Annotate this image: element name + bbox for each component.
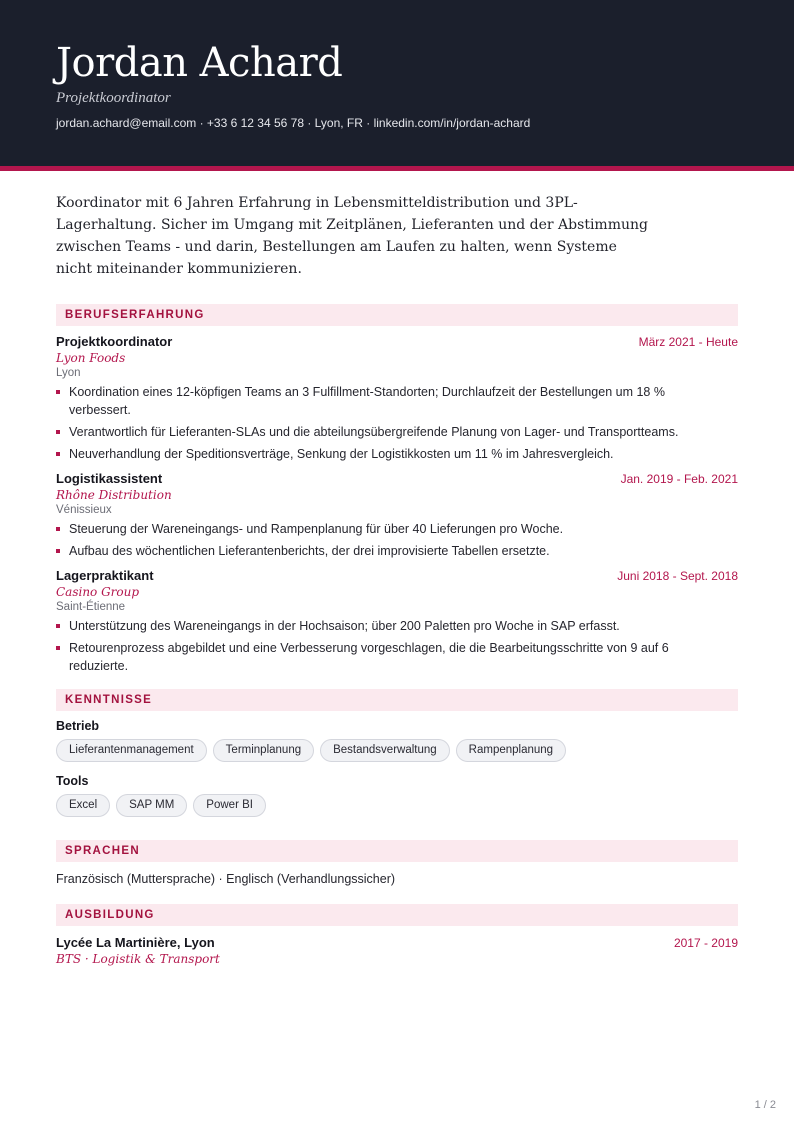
job-title: Projektkoordinator — [56, 334, 173, 349]
job-company: Lyon Foods — [56, 351, 126, 365]
section-header-languages: SPRACHEN — [56, 840, 738, 862]
bullet-item — [56, 445, 696, 463]
bullet-marker-icon — [56, 624, 60, 628]
bullet-text: Neuverhandlung der Speditionsverträge, Senkung der Logistikkosten um 11 % im Jahresvergleich. — [69, 447, 614, 461]
contact-line: jordan.achard@email.com · +33 6 12 34 56 78 · Lyon, FR · linkedin.com/in/jordan-achard — [56, 116, 531, 130]
job-bullets — [56, 383, 738, 463]
job-company: Casino Group — [56, 585, 140, 599]
job-title: Lagerpraktikant — [56, 568, 154, 583]
bullet-text: Verantwortlich für Lieferanten-SLAs und die abteilungsübergreifende Planung von Lager- und Transportteams. — [69, 425, 679, 439]
job-dates: Jan. 2019 - Feb. 2021 — [620, 472, 738, 486]
header-accent-bar — [0, 166, 794, 171]
candidate-role: Projektkoordinator — [56, 90, 171, 106]
bullet-item — [56, 639, 696, 675]
job-company: Rhône Distribution — [56, 488, 172, 502]
skill-chip: Lieferantenmanagement — [56, 739, 207, 762]
section-header-experience: BERUFSERFAHRUNG — [56, 304, 738, 326]
skill-chip: Terminplanung — [213, 739, 314, 762]
page-number: 1 / 2 — [754, 1099, 776, 1111]
job-bullets — [56, 617, 738, 675]
bullet-marker-icon — [56, 452, 60, 456]
bullet-item — [56, 423, 696, 441]
job-location: Lyon — [56, 367, 81, 379]
bullet-item — [56, 617, 696, 635]
job-entry — [56, 471, 738, 560]
bullet-text: Unterstützung des Wareneingangs in der Hochsaison; über 200 Paletten pro Woche in SAP erfasst. — [69, 619, 620, 633]
skill-chip: Bestandsverwaltung — [320, 739, 450, 762]
bullet-marker-icon — [56, 527, 60, 531]
education-degree: BTS · Logistik & Transport — [56, 952, 220, 966]
skill-chip: Power BI — [193, 794, 266, 817]
skill-chip: Excel — [56, 794, 110, 817]
bullet-item — [56, 383, 696, 419]
bullet-marker-icon — [56, 646, 60, 650]
job-entry — [56, 568, 738, 675]
candidate-name: Jordan Achard — [56, 40, 343, 86]
skill-group — [56, 719, 738, 762]
education-school: Lycée La Martinière, Lyon — [56, 935, 215, 950]
profile-summary: Koordinator mit 6 Jahren Erfahrung in Lebensmitteldistribution und 3PL-Lagerhaltung. Sicher im Umgang mit Zeitplänen, Lieferanten und der Abstimmung zwischen Teams - und darin, Bestellungen am Laufen zu halten, wenn Systeme nicht miteinander kommunizieren. — [56, 195, 648, 277]
resume-header — [0, 0, 794, 166]
bullet-marker-icon — [56, 430, 60, 434]
section-header-education: AUSBILDUNG — [56, 904, 738, 926]
bullet-text: Retourenprozess abgebildet und eine Verbesserung vorgeschlagen, die die Bearbeitungsschritte von 9 auf 6 reduzierte. — [69, 641, 669, 673]
bullet-marker-icon — [56, 549, 60, 553]
education-dates: 2017 - 2019 — [673, 936, 738, 950]
job-location: Saint-Étienne — [56, 601, 126, 613]
job-dates: Juni 2018 - Sept. 2018 — [617, 569, 738, 583]
job-location: Vénissieux — [56, 504, 112, 516]
resume-body — [56, 192, 738, 966]
skill-group-title: Tools — [56, 774, 89, 788]
bullet-item — [56, 520, 696, 538]
bullet-text: Steuerung der Wareneingangs- und Rampenplanung für über 40 Lieferungen pro Woche. — [69, 522, 564, 536]
job-dates: März 2021 - Heute — [638, 335, 738, 349]
skill-chip: Rampenplanung — [456, 739, 566, 762]
skill-group-title: Betrieb — [56, 719, 100, 733]
skill-chips — [56, 794, 738, 817]
section-header-skills: KENNTNISSE — [56, 689, 738, 711]
job-title: Logistikassistent — [56, 471, 163, 486]
skill-chip: SAP MM — [116, 794, 187, 817]
languages-line: Französisch (Muttersprache) · Englisch (Verhandlungssicher) — [56, 872, 396, 886]
bullet-text: Koordination eines 12-köpfigen Teams an 3 Fulfillment-Standorten; Durchlaufzeit der Bestellungen um 18 % verbessert. — [69, 385, 665, 417]
skill-chips — [56, 739, 738, 762]
job-bullets — [56, 520, 738, 560]
bullet-text: Aufbau des wöchentlichen Lieferantenberichts, der drei improvisierte Tabellen ersetzte. — [69, 544, 550, 558]
bullet-marker-icon — [56, 390, 60, 394]
bullet-item — [56, 542, 696, 560]
education-entry — [56, 935, 738, 966]
skill-group — [56, 774, 738, 817]
job-entry — [56, 334, 738, 463]
